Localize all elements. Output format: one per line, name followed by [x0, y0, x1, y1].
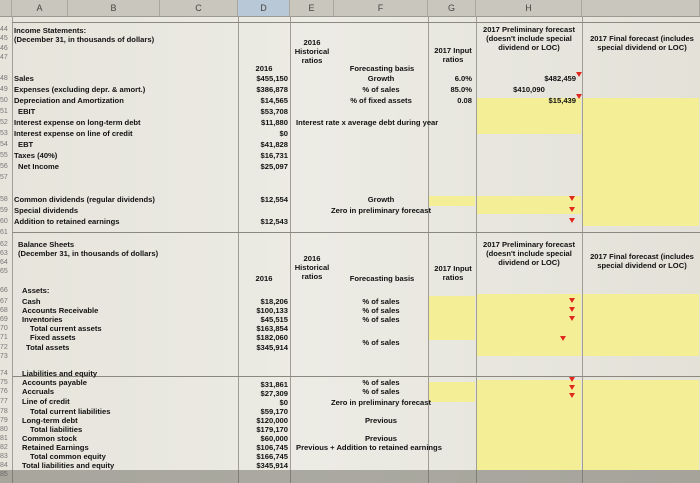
row-number[interactable]: 83: [0, 453, 8, 460]
row-label-ebit: EBIT: [18, 107, 36, 116]
fixed-assets-basis: % of sales: [362, 338, 400, 347]
row-label-ebt: EBT: [18, 140, 34, 149]
column-header-i[interactable]: [582, 0, 700, 16]
income-final-header: 2017 Final forecast (includes special dividend or LOC): [590, 34, 694, 52]
line-of-credit-2016: $0: [279, 398, 288, 407]
row-label-expenses: Expenses (excluding depr. & amort.): [14, 85, 146, 94]
photo-shadow: [0, 470, 700, 483]
comment-indicator-icon[interactable]: [569, 377, 575, 382]
ebt-2016: $41,828: [260, 140, 288, 149]
income-subtitle: (December 31, in thousands of dollars): [14, 35, 155, 44]
common-dividends-2016: $12,554: [260, 195, 288, 204]
row-number[interactable]: 84: [0, 462, 8, 469]
total-liabilities-2016: $179,170: [256, 425, 288, 434]
row-label-total-current-liabilities: Total current liabilities: [30, 407, 111, 416]
row-number[interactable]: 60: [0, 218, 8, 225]
ebit-2016: $53,708: [260, 107, 288, 116]
row-number[interactable]: 75: [0, 379, 8, 386]
depreciation-input[interactable]: 0.08: [457, 96, 472, 105]
net-income-2016: $25,097: [260, 162, 288, 171]
input-cell-ebit-final[interactable]: [583, 116, 699, 134]
input-cell-dividend-prelim[interactable]: [477, 196, 581, 214]
row-number[interactable]: 58: [0, 196, 8, 203]
input-block-income-final[interactable]: [583, 134, 699, 196]
depreciation-prelim: $15,439: [548, 96, 576, 105]
row-label-net-income: Net Income: [18, 162, 59, 171]
row-number[interactable]: 55: [0, 152, 8, 159]
row-label-retained-earnings: Retained Earnings: [22, 443, 89, 452]
total-common-equity-2016: $166,745: [256, 452, 288, 461]
expenses-input[interactable]: 85.0%: [450, 85, 472, 94]
comment-indicator-icon[interactable]: [569, 207, 575, 212]
row-number[interactable]: 51: [0, 108, 8, 115]
sales-basis: Growth: [367, 74, 395, 83]
row-number[interactable]: 62: [0, 241, 8, 248]
column-header-c[interactable]: C: [160, 0, 238, 16]
row-number[interactable]: 45: [0, 35, 8, 42]
row-number[interactable]: 54: [0, 141, 8, 148]
income-prelim-header: 2017 Preliminary forecast (doesn't include special dividend or LOC): [482, 25, 576, 52]
balance-2016-header: 2016: [255, 274, 273, 283]
row-number[interactable]: 70: [0, 325, 8, 332]
section-divider: [12, 376, 700, 377]
inventories-basis: % of sales: [362, 315, 400, 324]
input-cell-sales-final[interactable]: [583, 98, 699, 116]
cash-basis: % of sales: [362, 297, 400, 306]
balance-hist-ratios-header: 2016 Historical ratios: [294, 254, 330, 281]
input-block-dividends-final[interactable]: [583, 196, 699, 226]
row-label-interest-loc: Interest expense on line of credit: [14, 129, 133, 138]
row-label-total-common-equity: Total common equity: [30, 452, 106, 461]
column-header-a[interactable]: A: [12, 0, 68, 16]
fixed-assets-2016: $182,060: [256, 333, 288, 342]
assets-label: Assets:: [22, 286, 50, 295]
row-number[interactable]: 68: [0, 307, 8, 314]
row-number[interactable]: 53: [0, 130, 8, 137]
comment-indicator-icon[interactable]: [569, 316, 575, 321]
row-label-sales: Sales: [14, 74, 34, 83]
retained-earnings-basis: Previous + Addition to retained earnings: [296, 443, 442, 452]
row-number[interactable]: 74: [0, 370, 8, 377]
gridline: [12, 16, 13, 483]
row-number[interactable]: 52: [0, 119, 8, 126]
row-number[interactable]: 44: [0, 26, 8, 33]
input-cell-dividend-growth[interactable]: [429, 196, 475, 206]
line-of-credit-basis: Zero in preliminary forecast: [330, 398, 432, 407]
column-header-bar: [0, 0, 700, 17]
row-number[interactable]: 80: [0, 426, 8, 433]
row-number[interactable]: 69: [0, 316, 8, 323]
payables-basis: % of sales: [362, 378, 400, 387]
long-term-debt-2016: $120,000: [256, 416, 288, 425]
row-number[interactable]: 49: [0, 86, 8, 93]
row-number[interactable]: 78: [0, 408, 8, 415]
row-label-depreciation: Depreciation and Amortization: [14, 96, 124, 105]
income-2016-header: 2016: [255, 64, 273, 73]
row-label-receivables: Accounts Receivable: [22, 306, 99, 315]
input-cell-ebit-prelim[interactable]: [477, 116, 581, 134]
row-number[interactable]: 72: [0, 344, 8, 351]
accruals-2016: $27,309: [260, 389, 288, 398]
row-label-addition-re: Addition to retained earnings: [14, 217, 120, 226]
row-number[interactable]: 48: [0, 75, 8, 82]
receivables-2016: $100,133: [256, 306, 288, 315]
row-label-long-term-debt: Long-term debt: [22, 416, 78, 425]
row-label-fixed-assets: Fixed assets: [30, 333, 76, 342]
common-stock-basis: Previous: [364, 434, 398, 443]
balance-input-header: 2017 Input ratios: [434, 264, 472, 282]
row-number[interactable]: 79: [0, 417, 8, 424]
row-number[interactable]: 56: [0, 163, 8, 170]
total-current-assets-2016: $163,854: [256, 324, 288, 333]
long-term-debt-basis: Previous: [364, 416, 398, 425]
row-number[interactable]: 47: [0, 54, 8, 61]
row-label-special-dividends: Special dividends: [14, 206, 79, 215]
balance-title: Balance Sheets: [18, 240, 75, 249]
sales-2016: $455,150: [256, 74, 288, 83]
balance-prelim-header: 2017 Preliminary forecast (doesn't include special dividend or LOC): [482, 240, 576, 267]
total-current-liabilities-2016: $59,170: [260, 407, 288, 416]
row-number[interactable]: 63: [0, 250, 8, 257]
column-header-d[interactable]: D: [238, 0, 290, 16]
row-number[interactable]: 73: [0, 353, 8, 360]
row-number[interactable]: 64: [0, 259, 8, 266]
row-number[interactable]: 50: [0, 97, 8, 104]
row-number[interactable]: 76: [0, 388, 8, 395]
addition-re-2016: $12,543: [260, 217, 288, 226]
row-number[interactable]: 81: [0, 435, 8, 442]
comment-indicator-icon[interactable]: [569, 307, 575, 312]
row-number[interactable]: 65: [0, 268, 8, 275]
input-block-liabilities-final[interactable]: [583, 380, 699, 470]
receivables-basis: % of sales: [362, 306, 400, 315]
row-number[interactable]: 61: [0, 229, 8, 236]
row-number[interactable]: 85: [0, 471, 8, 478]
column-header-g[interactable]: G: [428, 0, 476, 16]
income-basis-header: Forecasting basis: [349, 64, 415, 73]
row-label-total-liabilities: Total liabilities: [30, 425, 83, 434]
sales-input[interactable]: 6.0%: [454, 74, 472, 83]
column-header-e[interactable]: E: [290, 0, 334, 16]
gridline: [290, 16, 291, 483]
row-number[interactable]: 59: [0, 207, 8, 214]
row-number[interactable]: 57: [0, 174, 8, 181]
interest-loc-2016: $0: [279, 129, 288, 138]
comment-indicator-icon[interactable]: [560, 336, 566, 341]
interest-ltd-basis: Interest rate x average debt during year: [296, 118, 439, 127]
comment-indicator-icon[interactable]: [569, 218, 575, 223]
comment-indicator-icon[interactable]: [569, 298, 575, 303]
retained-earnings-2016: $106,745: [256, 443, 288, 452]
income-hist-ratios-header: 2016 Historical ratios: [294, 38, 330, 65]
accruals-basis: % of sales: [362, 387, 400, 396]
row-label-line-of-credit: Line of credit: [22, 397, 70, 406]
total-assets-2016: $345,914: [256, 343, 288, 352]
inventories-2016: $45,515: [260, 315, 288, 324]
liabilities-label: Liabilities and equity: [22, 369, 98, 378]
comment-indicator-icon[interactable]: [569, 385, 575, 390]
row-label-common-stock: Common stock: [22, 434, 77, 443]
common-dividends-basis: Growth: [367, 195, 395, 204]
balance-basis-header: Forecasting basis: [349, 274, 415, 283]
column-header-b[interactable]: B: [68, 0, 160, 16]
input-block-liabilities-prelim[interactable]: [477, 380, 581, 470]
row-label-common-dividends: Common dividends (regular dividends): [14, 195, 155, 204]
select-all-corner[interactable]: [0, 0, 12, 16]
interest-ltd-2016: $11,880: [260, 118, 288, 127]
comment-indicator-icon[interactable]: [569, 393, 575, 398]
comment-indicator-icon[interactable]: [576, 72, 582, 77]
expenses-2016: $386,878: [256, 85, 288, 94]
balance-final-header: 2017 Final forecast (includes special dividend or LOC): [590, 252, 694, 270]
row-number[interactable]: 77: [0, 398, 8, 405]
depreciation-basis: % of fixed assets: [350, 96, 412, 105]
expenses-prelim: $410,090: [513, 85, 545, 94]
row-label-accruals: Accruals: [22, 387, 55, 396]
input-block-asset-ratios[interactable]: [429, 296, 475, 340]
row-label-taxes: Taxes (40%): [14, 151, 58, 160]
taxes-2016: $16,731: [260, 151, 288, 160]
payables-2016: $31,861: [260, 380, 288, 389]
income-input-header: 2017 Input ratios: [434, 46, 472, 64]
section-divider: [12, 22, 700, 23]
common-stock-2016: $60,000: [260, 434, 288, 443]
row-label-inventories: Inventories: [22, 315, 63, 324]
row-label-interest-ltd: Interest expense on long-term debt: [14, 118, 141, 127]
input-block-assets-prelim[interactable]: [477, 294, 581, 356]
row-number[interactable]: 82: [0, 444, 8, 451]
row-number[interactable]: 67: [0, 298, 8, 305]
row-label-total-current-assets: Total current assets: [30, 324, 102, 333]
expenses-basis: % of sales: [362, 85, 400, 94]
column-header-f[interactable]: F: [334, 0, 428, 16]
row-label-total-assets: Total assets: [26, 343, 70, 352]
row-number[interactable]: 66: [0, 287, 8, 294]
sales-prelim: $482,459: [544, 74, 576, 83]
income-title: Income Statements:: [14, 26, 87, 35]
row-number[interactable]: 46: [0, 45, 8, 52]
special-dividends-basis: Zero in preliminary forecast: [330, 206, 432, 215]
section-divider: [12, 232, 700, 233]
comment-indicator-icon[interactable]: [576, 94, 582, 99]
depreciation-2016: $14,565: [260, 96, 288, 105]
column-header-h[interactable]: H: [476, 0, 582, 16]
row-label-total-liabilities-equity: Total liabilities and equity: [22, 461, 115, 470]
row-number[interactable]: 71: [0, 334, 8, 341]
row-label-cash: Cash: [22, 297, 41, 306]
total-liabilities-equity-2016: $345,914: [256, 461, 288, 470]
row-label-payables: Accounts payable: [22, 378, 87, 387]
cash-2016: $18,206: [260, 297, 288, 306]
input-block-assets-final[interactable]: [583, 294, 699, 356]
comment-indicator-icon[interactable]: [569, 196, 575, 201]
balance-subtitle: (December 31, in thousands of dollars): [18, 249, 159, 258]
